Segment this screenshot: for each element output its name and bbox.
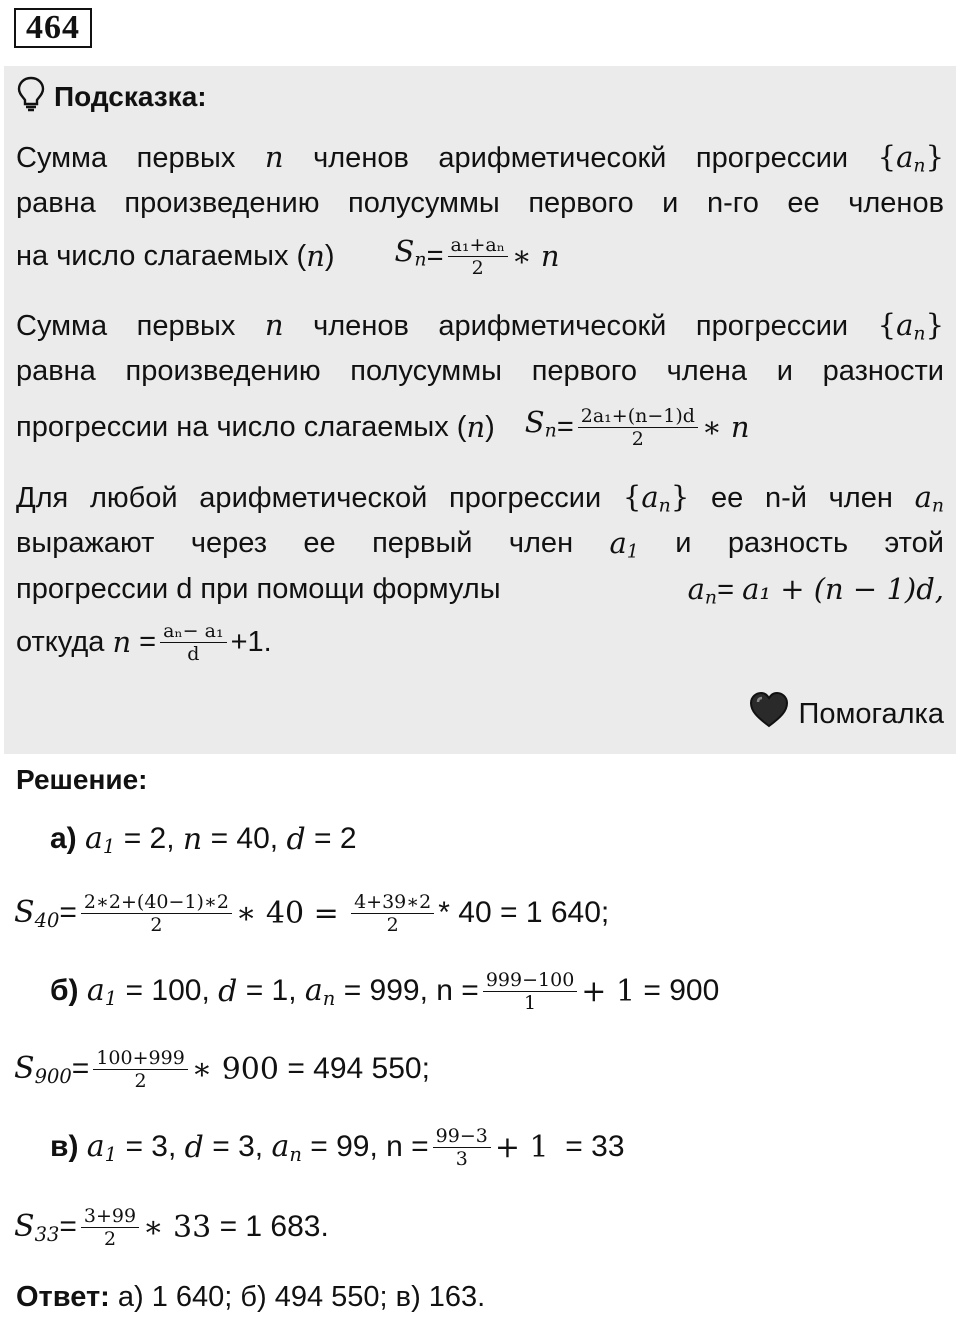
hint-p2-line1: Сумма первых n членов арифметичесокй прогрессии $\{a_n\}$ [16, 308, 945, 345]
hint-p1-line2: равна произведению полусуммы первого и n-го ее членов [16, 187, 944, 219]
hint-title: Подсказка: [54, 81, 207, 112]
brand-label: Помогалка [798, 697, 944, 730]
part-b-fraction-n: $\frac{999-100}{1}$ [483, 969, 577, 1014]
heart-icon [749, 692, 789, 736]
part-c-given: в) $a_1$ = 3, d = 3, $a_n$ = 99, n = $\frac{99-3}{3}$ + 1 = 33 [50, 1124, 625, 1170]
hint-header [16, 76, 207, 118]
part-c-sum: $S_{33}$ = $\frac{3+99}{2}$ ∗ 33 = 1 683. [14, 1204, 329, 1250]
part-a-fraction-2: $\frac{4+39∗2}{2}$ [351, 891, 434, 936]
hint-p3-fraction: $\frac{\text{aₙ− a₁}}{d}$ [160, 620, 226, 665]
part-c-fraction-s: $\frac{3+99}{2}$ [81, 1205, 139, 1250]
brand [749, 692, 944, 736]
part-c-fraction-n: $\frac{99-3}{3}$ [433, 1125, 491, 1170]
hint-p3-line4: откуда n = $\frac{\text{aₙ− a₁}}{d}$ +1. [16, 619, 272, 665]
hint-p2-line2: равна произведению полусуммы первого члена и разности [16, 355, 944, 387]
hint-p3-line1: Для любой арифметической прогрессии $\{a_n\}$ ее n-й член $a_n$ [16, 480, 944, 517]
hint-p2-line3: прогрессии на число слагаемых ( n ) $S_n$ = $\frac{\text{2a₁+(n−1)d}}{2}$ ∗ n [16, 404, 750, 450]
part-b-given: б) $a_1$ = 100, d = 1, $a_n$ = 999, n = $\frac{999-100}{1}$ + 1 = 900 [50, 968, 720, 1014]
part-b-fraction-s: $\frac{100+999}{2}$ [93, 1047, 187, 1092]
hint-p3-line3: прогрессии d при помощи формулы $a_n= a_1 + (n - 1)d$, [16, 572, 944, 609]
part-b-sum: $S_{900}$ = $\frac{100+999}{2}$ ∗ 900 = 494 550; [14, 1046, 430, 1092]
task-number: 464 [14, 8, 92, 48]
lightbulb-icon [16, 76, 46, 119]
hint-p1-fraction: $\frac{\text{a₁+aₙ}}{2}$ [448, 234, 508, 279]
answer: Ответ: а) 1 640; б) 494 550; в) 163. [16, 1280, 486, 1313]
part-a-sum: $S_{40}$ = $\frac{2∗2+(40-1)∗2}{2}$ ∗ 40 = $\frac{4+39∗2}{2}$ * 40 = 1 640; [14, 890, 610, 936]
part-a-fraction-1: $\frac{2∗2+(40-1)∗2}{2}$ [81, 891, 232, 936]
solution-title: Решение: [16, 764, 148, 795]
hint-p3-line2: выражают через ее первый член $a_1$ и разность этой [16, 526, 944, 563]
part-a-given: а) $a_1$ = 2, n = 40, d = 2 [50, 820, 357, 858]
hint-p1-line1: Сумма первых n членов арифметичесокй прогрессии $\{a_n\}$ [16, 140, 945, 177]
hint-p2-fraction: $\frac{\text{2a₁+(n−1)d}}{2}$ [578, 405, 698, 450]
hint-p1-line3: на число слагаемых ( n ) $S_n$ = $\frac{\text{a₁+aₙ}}{2}$ ∗ n [16, 233, 560, 279]
